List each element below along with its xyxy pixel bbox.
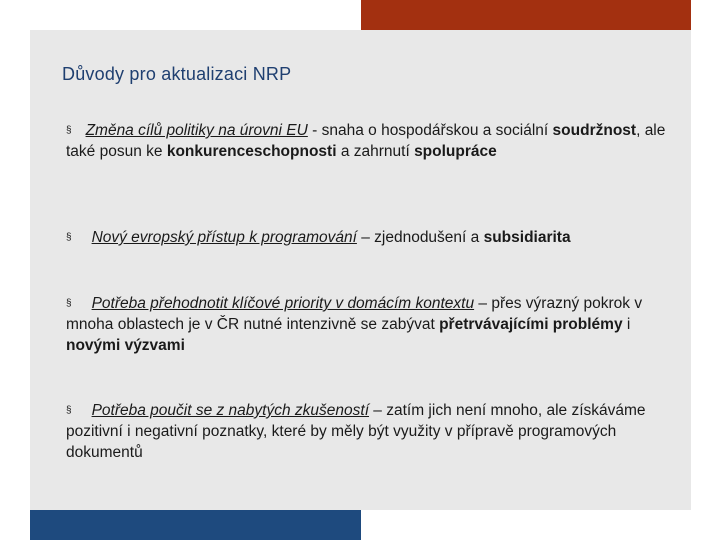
paragraph-1-text-2: , ale také posun ke [66,122,666,160]
paragraph-1-text-3: a zahrnutí [336,143,415,160]
square-bullet-icon: § [66,298,72,309]
paragraph-3-bold-2: novými výzvami [66,337,185,354]
paragraph-3-text-2: i [622,316,631,333]
paragraph-2-text-1: – zjednodušení a [356,229,484,246]
slide-title: Důvody pro aktualizaci NRP [62,64,292,84]
square-bullet-icon: § [66,405,72,416]
paragraph-3-intro: Potřeba přehodnotit klíčové priority v domácím kontextu [91,295,475,312]
paragraph-1-bold-2: konkurenceschopnosti [166,143,337,160]
paragraph-1-bold-1: soudržnost [552,122,637,139]
paragraph-1-bold-3: spolupráce [414,143,497,160]
paragraph-2-intro: Nový evropský přístup k programování [91,229,357,246]
paragraph-4-intro: Potřeba poučit se z nabytých zkušeností [91,402,369,419]
paragraph-4-text-1: – zatím jich není mnoho, ale získáváme pozitivní i negativní poznatky, které by měly být využity v přípravě programových dokumentů [66,402,646,461]
paragraph-3-text-1: – přes výrazný pokrok v mnoha oblastech je v ČR nutné intenzivně se zabývat [66,295,643,333]
top-accent-bar [361,0,691,30]
paragraph-2-bold-1: subsidiarita [483,229,571,246]
paragraph-1-intro: Změna cílů politiky na úrovni EU [85,122,308,139]
bullet-paragraph-3 [66,293,666,356]
bullet-paragraph-2 [66,227,666,248]
bottom-accent-bar [30,510,361,540]
square-bullet-icon: § [66,125,72,136]
bullet-paragraph-1 [66,120,666,162]
paragraph-1-text-1: - snaha o hospodářskou a sociální [307,122,553,139]
square-bullet-icon: § [66,232,72,243]
paragraph-3-bold-1: přetrvávajícími problémy [439,316,623,333]
bullet-paragraph-4 [66,400,666,463]
